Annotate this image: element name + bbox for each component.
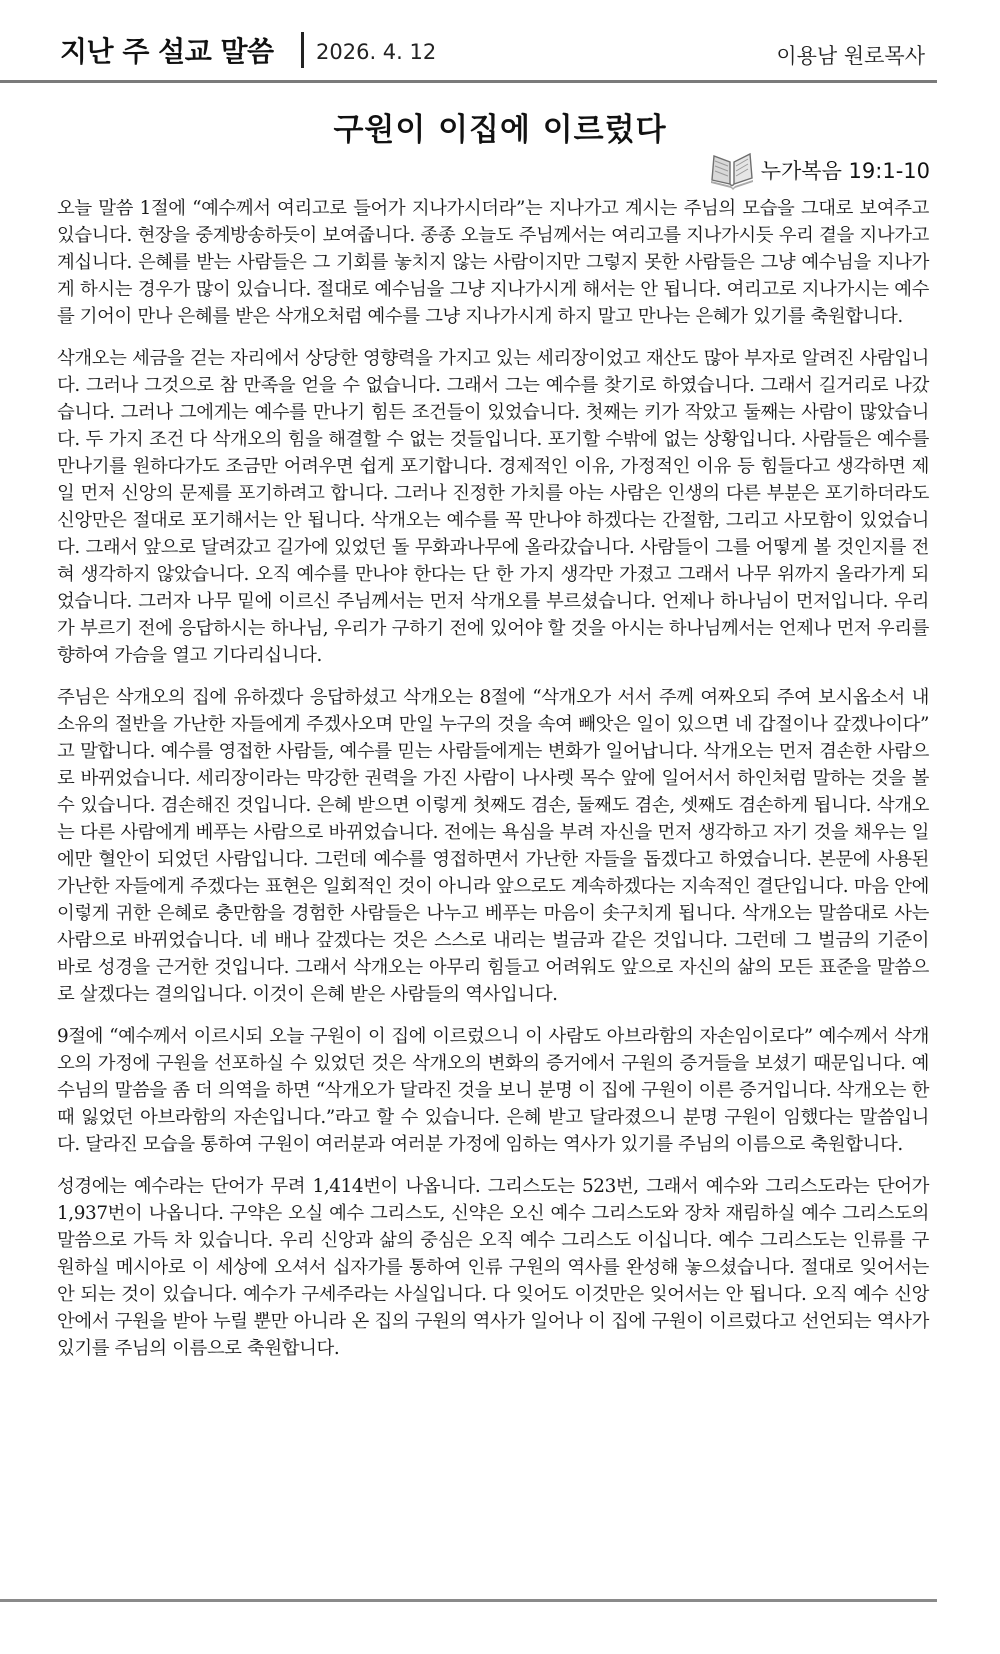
paragraph: 9절에 “예수께서 이르시되 오늘 구원이 이 집에 이르렀으니 이 사람도 아브라함의 자손임이로다” 예수께서 삭개오의 가정에 구원을 선포하실 수 있었던 것은 삭개오의 변화의 증거에서 구원의 증거들을 보셨기 때문입니다. 예수님의 말씀을 좀 더 의역을 하면 “삭개오가 달라진 것을 보니 분명 이 집에 구원이 이른 증거입니다. 삭개오는 한 때 잃었던 아브라함의 자손입니다.”라고 할 수 있습니다. 은혜 받고 달라졌으니 분명 구원이 임했다는 말씀입니다. 달라진 모습을 통하여 구원이 여러분과 여러분 가정에 임하는 역사가 있기를 주님의 이름으로 축원합니다. bbox=[57, 1026, 929, 1155]
bottom-divider bbox=[0, 1599, 937, 1602]
scripture-text: 누가복음 19:1-10 bbox=[760, 159, 930, 183]
section-title: 지난 주 설교 말씀 bbox=[60, 35, 274, 68]
header-divider bbox=[301, 32, 304, 68]
paragraph: 주님은 삭개오의 집에 유하겠다 응답하셨고 삭개오는 8절에 “삭개오가 서서 주께 여짜오되 주여 보시옵소서 내 소유의 절반을 가난한 자들에게 주겠사오며 만일 누구의 것을 속여 빼앗은 일이 있으면 네 갑절이나 갚겠나이다” 고 말합니다. 예수를 영접한 사람들, 예수를 믿는 사람들에게는 변화가 일어납니다. 삭개오는 먼저 겸손한 사람으로 바뀌었습니다. 세리장이라는 막강한 권력을 가진 사람이 나사렛 목수 앞에 일어서서 하인처럼 말하는 것을 볼 수 있습니다. 겸손해진 것입니다. 은혜 받으면 이렇게 첫째도 겸손, 둘째도 겸손, 셋째도 겸손하게 됩니다. 삭개오는 다른 사람에게 베푸는 사람으로 바뀌었습니다. 전에는 욕심을 부려 자신을 먼저 생각하고 자기 것을 채우는 일에만 혈안이 되었던 사람입니다. 그런데 예수를 영접하면서 가난한 자들을 돕겠다고 하였습니다. 본문에 사용된 가난한 자들에게 주겠다는 표현은 일회적인 것이 아니라 앞으로도 계속하겠다는 지속적인 결단입니다. 마음 안에 이렇게 귀한 은혜로 충만함을 경험한 사람들은 나누고 베푸는 마음이 솟구치게 됩니다. 삭개오는 말씀대로 사는 사람으로 바뀌었습니다. 네 배나 갚겠다는 것은 스스로 내리는 벌금과 같은 것입니다. 그런데 그 벌금의 기준이 바로 성경을 근거한 것입니다. 그래서 삭개오는 아무리 힘들고 어려워도 앞으로 자신의 삶의 모든 표준을 말씀으로 살겠다는 결의입니다. 이것이 은혜 받은 사람들의 역사입니다. bbox=[57, 687, 929, 1005]
paragraph: 오늘 말씀 1절에 “예수께서 여리고로 들어가 지나가시더라”는 지나가고 계시는 주님의 모습을 그대로 보여주고 있습니다. 현장을 중계방송하듯이 보여줍니다. 종종 오늘도 주님께서는 여리고를 지나가시듯 우리 곁을 지나가고 계십니다. 은혜를 받는 사람들은 그 기회를 놓치지 않는 사람이지만 그렇지 못한 사람들은 그냥 예수님을 지나가게 하시는 경우가 많이 있습니다. 절대로 예수님을 그냥 지나가시게 해서는 안 됩니다. 여리고로 지나가시는 예수를 기어이 만나 은혜를 받은 삭개오처럼 예수를 그냥 지나가시게 하지 말고 만나는 은혜가 있기를 축원합니다. bbox=[57, 198, 929, 327]
preacher-name: 이용남 원로목사 bbox=[776, 44, 925, 68]
sermon-date: 2026. 4. 12 bbox=[316, 40, 437, 64]
page-header bbox=[0, 0, 937, 83]
sermon-body bbox=[57, 195, 929, 1377]
paragraph: 성경에는 예수라는 단어가 무려 1,414번이 나옵니다. 그리스도는 523번, 그래서 예수와 그리스도라는 단어가 1,937번이 나옵니다. 구약은 오실 예수 그리스도, 신약은 오신 예수 그리스도와 장차 재림하실 예수 그리스도의 말씀으로 가득 차 있습니다. 우리 신앙과 삶의 중심은 오직 예수 그리스도 이십니다. 예수 그리스도는 인류를 구원하실 메시아로 이 세상에 오셔서 십자가를 통하여 인류 구원의 역사를 완성해 놓으셨습니다. 절대로 잊어서는 안 되는 것이 있습니다. 예수가 구세주라는 사실입니다. 다 잊어도 이것만은 잊어서는 안 됩니다. 오직 예수 신앙 안에서 구원을 받아 누릴 뿐만 아니라 온 집의 구원의 역사가 일어나 이 집에 구원이 이르렀다고 선언되는 역사가 있기를 주님의 이름으로 축원합니다. bbox=[57, 1176, 929, 1359]
sermon-title: 구원이 이집에 이르렀다 bbox=[333, 112, 667, 148]
paragraph: 삭개오는 세금을 걷는 자리에서 상당한 영향력을 가지고 있는 세리장이었고 재산도 많아 부자로 알려진 사람입니다. 그러나 그것으로 참 만족을 얻을 수 없습니다. 그래서 그는 예수를 찾기로 하였습니다. 그래서 길거리로 나갔습니다. 그러나 그에게는 예수를 만나기 힘든 조건들이 있었습니다. 첫째는 키가 작았고 둘째는 사람이 많았습니다. 두 가지 조건 다 삭개오의 힘을 해결할 수 없는 것들입니다. 포기할 수밖에 없는 상황입니다. 사람들은 예수를 만나기를 원하다가도 조금만 어려우면 쉽게 포기합니다. 경제적인 이유, 가정적인 이유 등 힘들다고 생각하면 제일 먼저 신앙의 문제를 포기하려고 합니다. 그러나 진정한 가치를 아는 사람은 인생의 다른 부분은 포기하더라도 신앙만은 절대로 포기해서는 안 됩니다. 삭개오는 예수를 꼭 만나야 하겠다는 간절함, 그리고 사모함이 있었습니다. 그래서 앞으로 달려갔고 길가에 있었던 돌 무화과나무에 올라갔습니다. 사람들이 그를 어떻게 볼 것인지를 전혀 생각하지 않았습니다. 오직 예수를 만나야 한다는 단 한 가지 생각만 가졌고 그래서 나무 위까지 올라가게 되었습니다. 그러자 나무 밑에 이르신 주님께서는 먼저 삭개오를 부르셨습니다. 언제나 하나님이 먼저입니다. 우리가 부르기 전에 응답하시는 하나님, 우리가 구하기 전에 있어야 할 것을 아시는 하나님께서는 언제나 먼저 우리를 향하여 가슴을 열고 기다리십니다. bbox=[57, 348, 929, 666]
scripture-reference bbox=[709, 148, 930, 192]
open-bible-icon bbox=[709, 150, 755, 190]
